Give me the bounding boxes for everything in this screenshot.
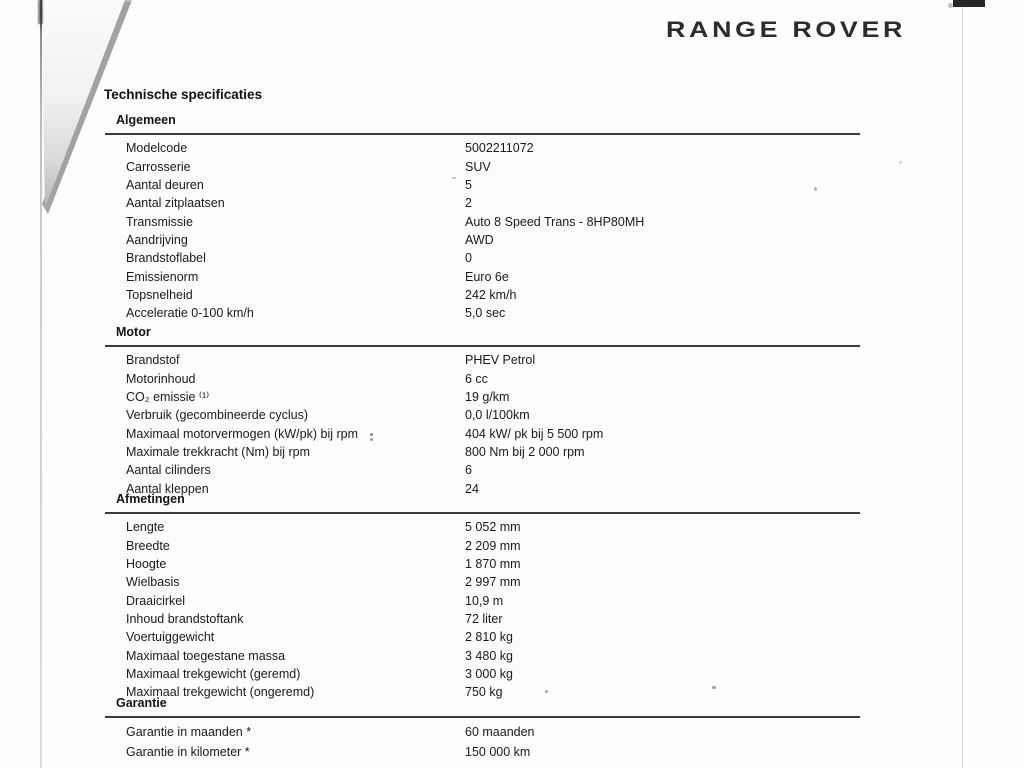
spec-value: 2 810 kg bbox=[465, 630, 513, 645]
spec-row bbox=[105, 176, 860, 194]
section-afmetingen bbox=[105, 492, 860, 701]
spec-label: Lengte bbox=[126, 520, 165, 535]
spec-value: Auto 8 Speed Trans - 8HP80MH bbox=[465, 214, 645, 229]
section-heading: Afmetingen bbox=[116, 492, 185, 506]
spec-row bbox=[105, 157, 860, 175]
spec-row bbox=[105, 212, 860, 230]
spec-row bbox=[105, 646, 860, 664]
spec-label: Carrosserie bbox=[126, 159, 191, 174]
spec-label: Garantie in kilometer * bbox=[126, 745, 250, 759]
spec-value: 404 kW/ pk bij 5 500 rpm bbox=[465, 426, 604, 441]
spec-row bbox=[105, 536, 860, 554]
spec-row bbox=[105, 591, 860, 609]
spec-value: 3 000 kg bbox=[465, 666, 513, 681]
spec-row bbox=[105, 665, 860, 683]
spec-label: Aantal cilinders bbox=[126, 463, 211, 478]
spec-row bbox=[105, 573, 860, 591]
spec-row bbox=[105, 286, 860, 304]
spec-label: Aantal deuren bbox=[126, 177, 204, 192]
section-motor bbox=[105, 325, 860, 498]
spec-value: 5 052 mm bbox=[465, 520, 521, 535]
spec-value: 150 000 km bbox=[465, 745, 531, 759]
spec-label: Breedte bbox=[126, 538, 170, 553]
scan-speck bbox=[899, 161, 902, 164]
spec-label: Maximaal toegestane massa bbox=[126, 648, 286, 663]
section-rows bbox=[105, 347, 860, 498]
spec-row bbox=[105, 231, 860, 249]
spec-label: Modelcode bbox=[126, 141, 188, 156]
spec-label: Aantal kleppen bbox=[126, 481, 209, 496]
spec-value: 24 bbox=[465, 481, 479, 496]
spec-label: Maximaal trekgewicht (geremd) bbox=[126, 666, 301, 681]
spec-row bbox=[105, 351, 860, 369]
spec-value: 1 870 mm bbox=[465, 556, 521, 571]
spec-label: Voertuiggewicht bbox=[126, 630, 215, 645]
spec-value: 60 maanden bbox=[465, 725, 535, 739]
spec-label: Maximale trekkracht (Nm) bij rpm bbox=[126, 444, 311, 459]
spec-value: 800 Nm bij 2 000 rpm bbox=[465, 444, 585, 459]
scanner-page-edge-line bbox=[962, 6, 963, 768]
spec-label: Brandstoflabel bbox=[126, 251, 206, 266]
spec-value: 5,0 sec bbox=[465, 306, 506, 321]
section-rows bbox=[105, 514, 860, 701]
spec-row bbox=[105, 249, 860, 267]
section-garantie bbox=[105, 696, 860, 762]
spec-label: Aantal zitplaatsen bbox=[126, 196, 225, 211]
spec-label: Maximaal motorvermogen (kW/pk) bij rpm bbox=[126, 426, 358, 441]
spec-row bbox=[105, 406, 860, 424]
spec-row bbox=[105, 742, 860, 762]
spec-row bbox=[105, 443, 860, 461]
spec-value: SUV bbox=[465, 159, 491, 174]
spec-label: Aandrijving bbox=[126, 232, 188, 247]
spec-label: Hoogte bbox=[126, 556, 167, 571]
document-title: Technische specificaties bbox=[104, 87, 263, 102]
spec-label: Acceleratie 0-100 km/h bbox=[126, 306, 254, 321]
spec-value: Euro 6e bbox=[465, 269, 509, 284]
section-rows bbox=[105, 718, 860, 762]
section-heading: Algemeen bbox=[116, 113, 176, 127]
spec-row bbox=[105, 139, 860, 157]
spec-label: Inhoud brandstoftank bbox=[126, 611, 244, 626]
spec-label: Wielbasis bbox=[126, 575, 180, 590]
spec-value: 3 480 kg bbox=[465, 648, 513, 663]
spec-row bbox=[105, 388, 860, 406]
section-algemeen bbox=[105, 113, 860, 322]
spec-row bbox=[105, 610, 860, 628]
spec-value: AWD bbox=[465, 232, 494, 247]
spec-value: 242 km/h bbox=[465, 287, 517, 302]
spec-row bbox=[105, 369, 860, 387]
spec-value: 2 997 mm bbox=[465, 575, 521, 590]
spec-value: 5002211072 bbox=[465, 141, 534, 156]
spec-row bbox=[105, 267, 860, 285]
spec-row bbox=[105, 461, 860, 479]
spec-row bbox=[105, 194, 860, 212]
spec-row bbox=[105, 555, 860, 573]
page-left-edge-line bbox=[40, 0, 42, 768]
spec-row bbox=[105, 518, 860, 536]
scan-speck bbox=[948, 3, 953, 8]
spec-value: 19 g/km bbox=[465, 389, 510, 404]
spec-label: Topsnelheid bbox=[126, 287, 193, 302]
spec-value: 72 liter bbox=[465, 611, 503, 626]
spec-label: Draaicirkel bbox=[126, 593, 186, 608]
spec-row bbox=[105, 424, 860, 442]
spec-label: CO₂ emissie ⁽¹⁾ bbox=[126, 390, 210, 405]
spec-label: Maximaal trekgewicht (ongeremd) bbox=[126, 685, 315, 700]
spec-label: Motorinhoud bbox=[126, 371, 196, 386]
page-left-edge-dark-mark bbox=[38, 0, 43, 24]
spec-label: Garantie in maanden * bbox=[126, 725, 252, 739]
spec-row bbox=[105, 628, 860, 646]
spec-value: 0 bbox=[465, 251, 472, 266]
spec-value: 0,0 l/100km bbox=[465, 408, 530, 423]
section-rows bbox=[105, 135, 860, 322]
scan-black-tab bbox=[953, 0, 985, 7]
spec-value: 2 209 mm bbox=[465, 538, 521, 553]
spec-value: 6 cc bbox=[465, 371, 488, 386]
spec-value: 750 kg bbox=[465, 685, 503, 700]
spec-value: 6 bbox=[465, 463, 472, 478]
spec-value: 5 bbox=[465, 177, 472, 192]
spec-label: Brandstof bbox=[126, 353, 180, 368]
spec-value: 10,9 m bbox=[465, 593, 504, 608]
section-heading: Motor bbox=[116, 325, 151, 339]
spec-label: Transmissie bbox=[126, 214, 193, 229]
spec-value: PHEV Petrol bbox=[465, 353, 536, 368]
section-heading: Garantie bbox=[116, 696, 167, 710]
range-rover-logo: RANGE ROVER bbox=[666, 17, 907, 42]
spec-label: Verbruik (gecombineerde cyclus) bbox=[126, 408, 309, 423]
spec-row bbox=[105, 722, 860, 742]
spec-value: 2 bbox=[465, 196, 472, 211]
spec-label: Emissienorm bbox=[126, 269, 199, 284]
spec-row bbox=[105, 304, 860, 322]
